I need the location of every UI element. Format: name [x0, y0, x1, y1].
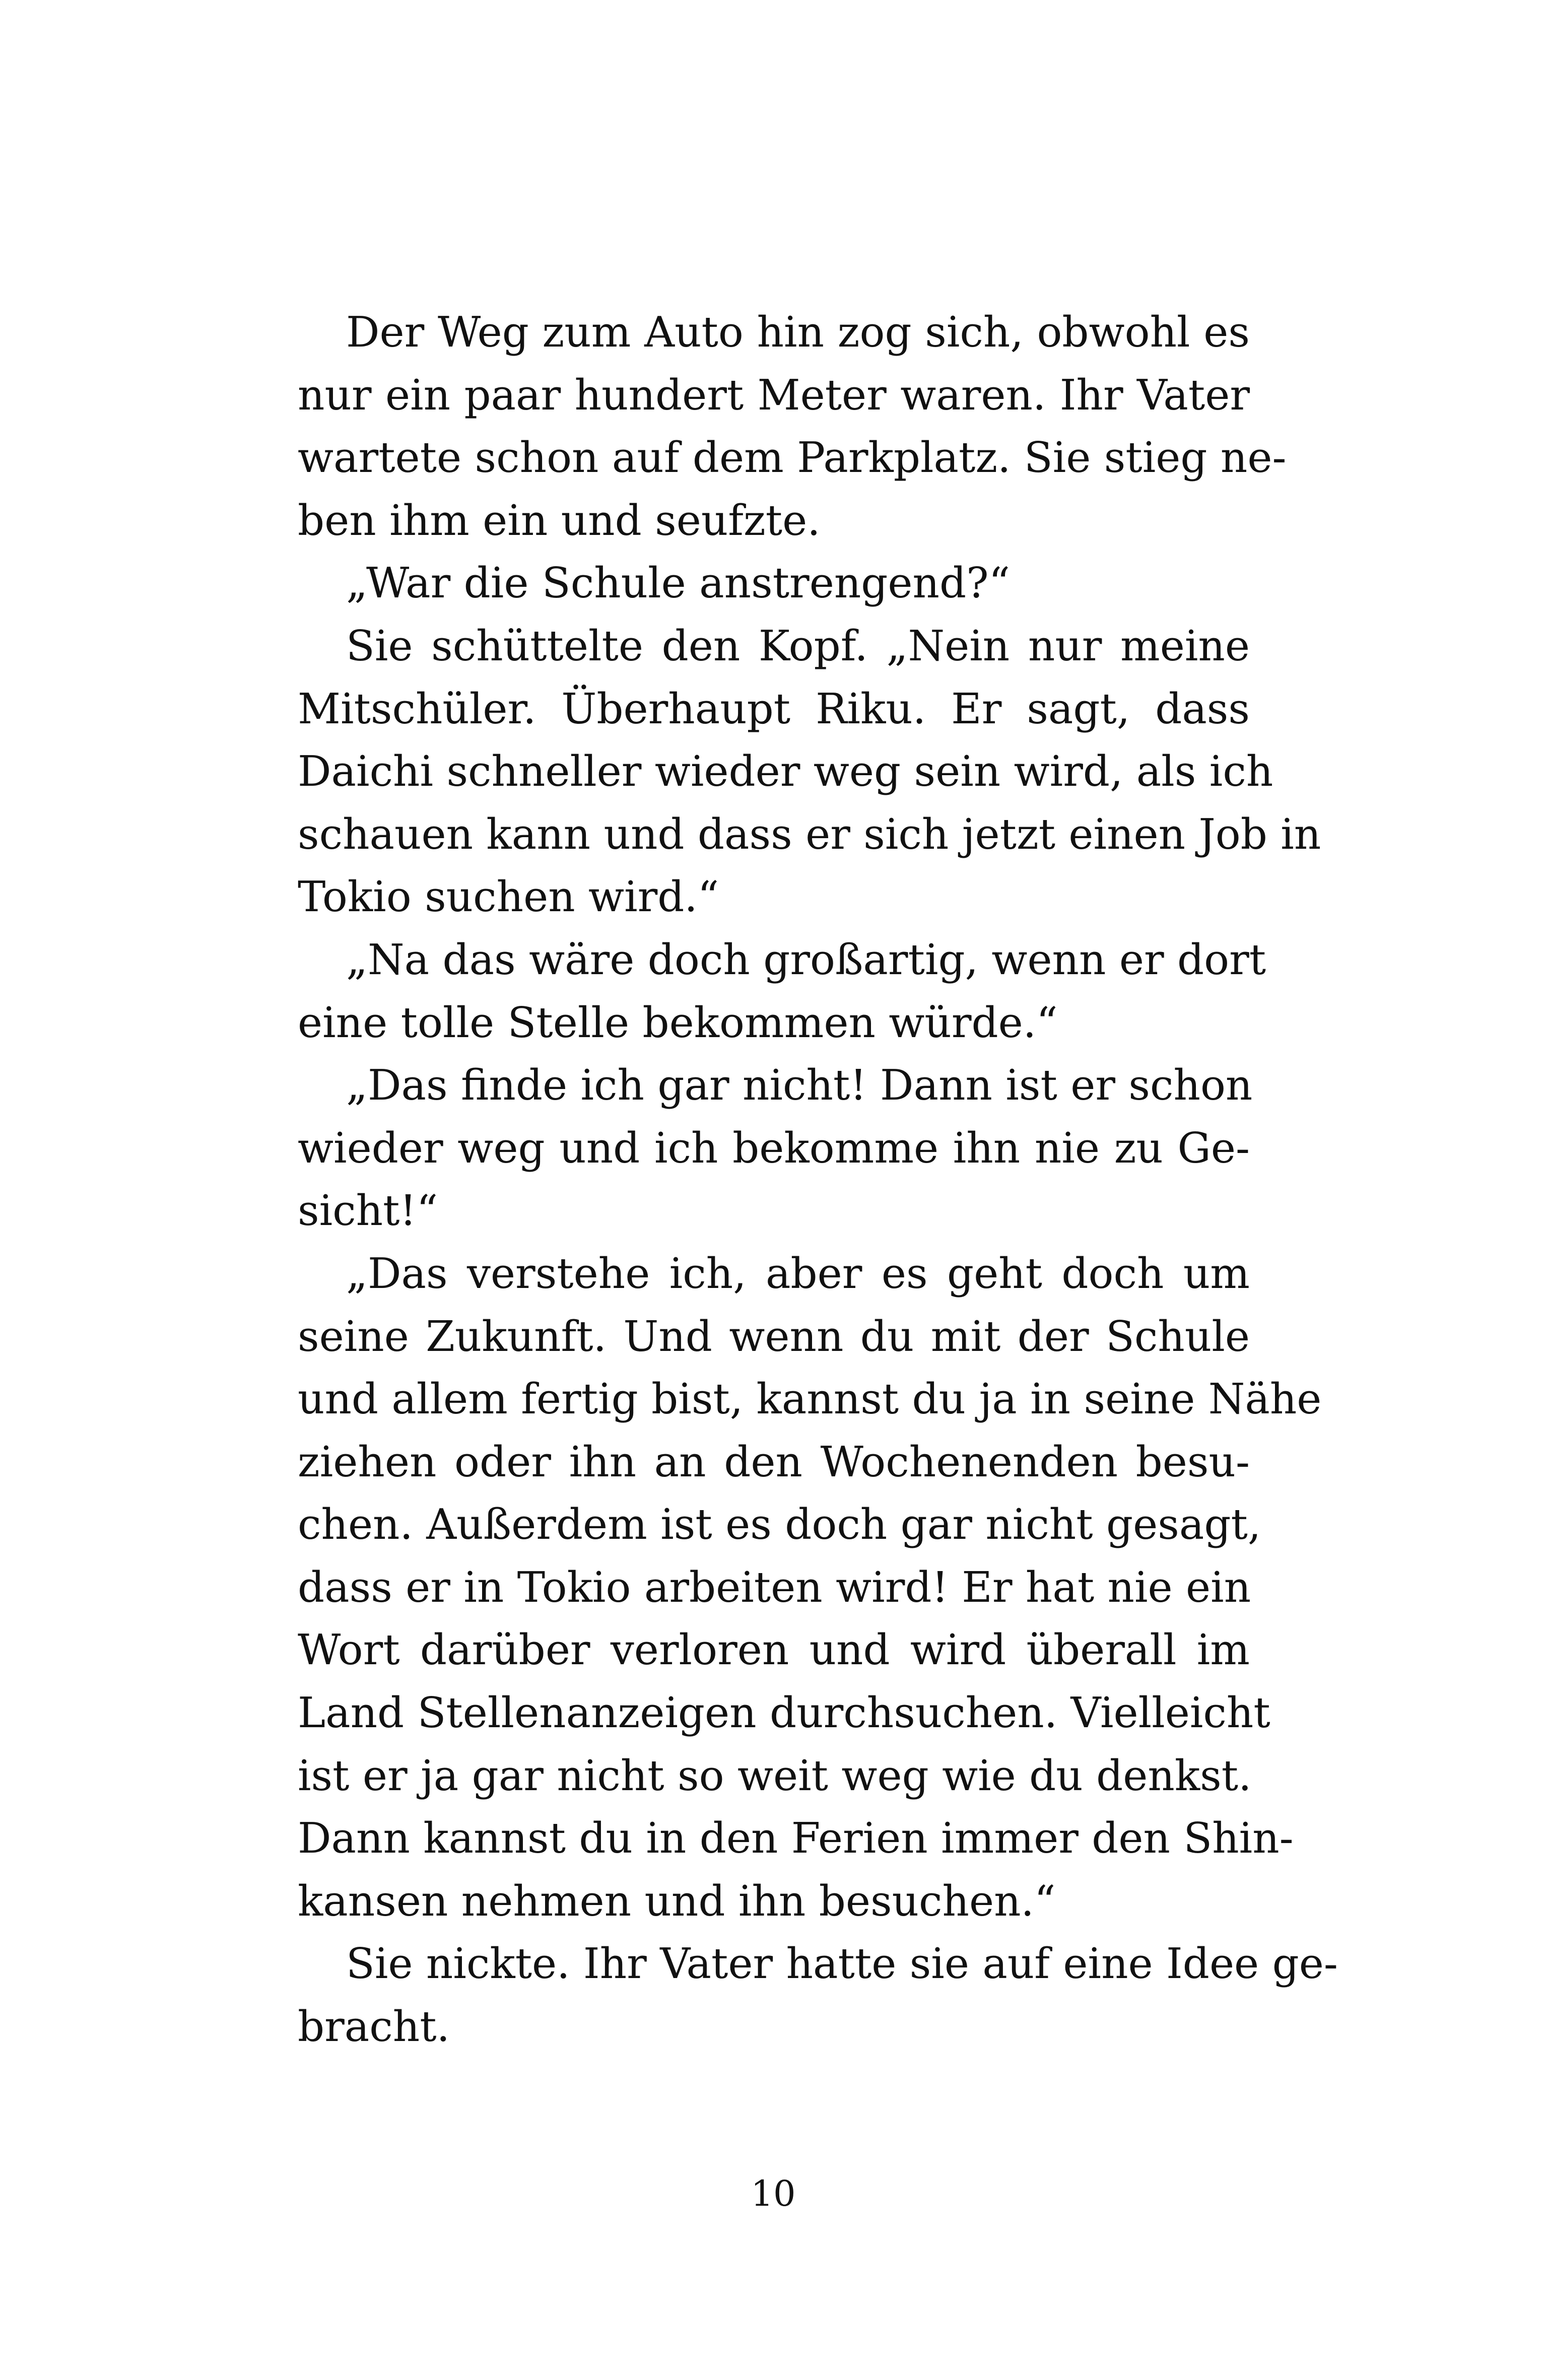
text-line: Sie nickte. Ihr Vater hatte sie auf eine Idee ge-: [346, 1939, 1338, 1989]
text-line: sicht!“: [298, 1186, 438, 1236]
text-line: „Das finde ich gar nicht! Dann ist er schon: [346, 1061, 1253, 1110]
text-line: „War die Schule anstrengend?“: [346, 559, 1011, 608]
text-line: Daichi schneller wieder weg sein wird, als ich: [298, 747, 1273, 796]
text-line: seine Zukunft. Und wenn du mit der Schule: [298, 1312, 1250, 1361]
text-line: Sie schüttelte den Kopf. „Nein nur meine: [346, 621, 1250, 670]
text-line: wieder weg und ich bekomme ihn nie zu Ge-: [298, 1123, 1250, 1173]
page-number: 10: [751, 2173, 796, 2214]
text-line: Mitschüler. Überhaupt Riku. Er sagt, dass: [298, 684, 1250, 733]
text-line: chen. Außerdem ist es doch gar nicht gesagt,: [298, 1500, 1261, 1549]
text-line: wartete schon auf dem Parkplatz. Sie stieg ne-: [298, 433, 1287, 483]
text-line: Der Weg zum Auto hin zog sich, obwohl es: [346, 308, 1250, 357]
text-line: kansen nehmen und ihn besuchen.“: [298, 1876, 1056, 1926]
text-line: Dann kannst du in den Ferien immer den Shin-: [298, 1814, 1294, 1863]
text-line: „Na das wäre doch großartig, wenn er dort: [346, 935, 1266, 984]
text-line: Wort darüber verloren und wird überall im: [298, 1625, 1250, 1675]
text-line: dass er in Tokio arbeiten wird! Er hat nie ein: [298, 1562, 1251, 1612]
text-line: „Das verstehe ich, aber es geht doch um: [346, 1249, 1250, 1298]
text-line: ben ihm ein und seufzte.: [298, 496, 821, 545]
text-line: und allem fertig bist, kannst du ja in seine Nähe: [298, 1375, 1322, 1424]
text-line: nur ein paar hundert Meter waren. Ihr Vater: [298, 370, 1250, 420]
text-line: eine tolle Stelle bekommen würde.“: [298, 998, 1058, 1047]
text-line: Land Stellenanzeigen durchsuchen. Vielleicht: [298, 1688, 1270, 1738]
text-line: ist er ja gar nicht so weit weg wie du denkst.: [298, 1751, 1252, 1800]
text-line: Tokio suchen wird.“: [298, 872, 719, 922]
text-line: bracht.: [298, 2002, 450, 2052]
text-line: schauen kann und dass er sich jetzt einen Job in: [298, 809, 1321, 859]
text-line: ziehen oder ihn an den Wochenenden besu-: [298, 1437, 1250, 1486]
body-text: [298, 301, 1338, 2059]
